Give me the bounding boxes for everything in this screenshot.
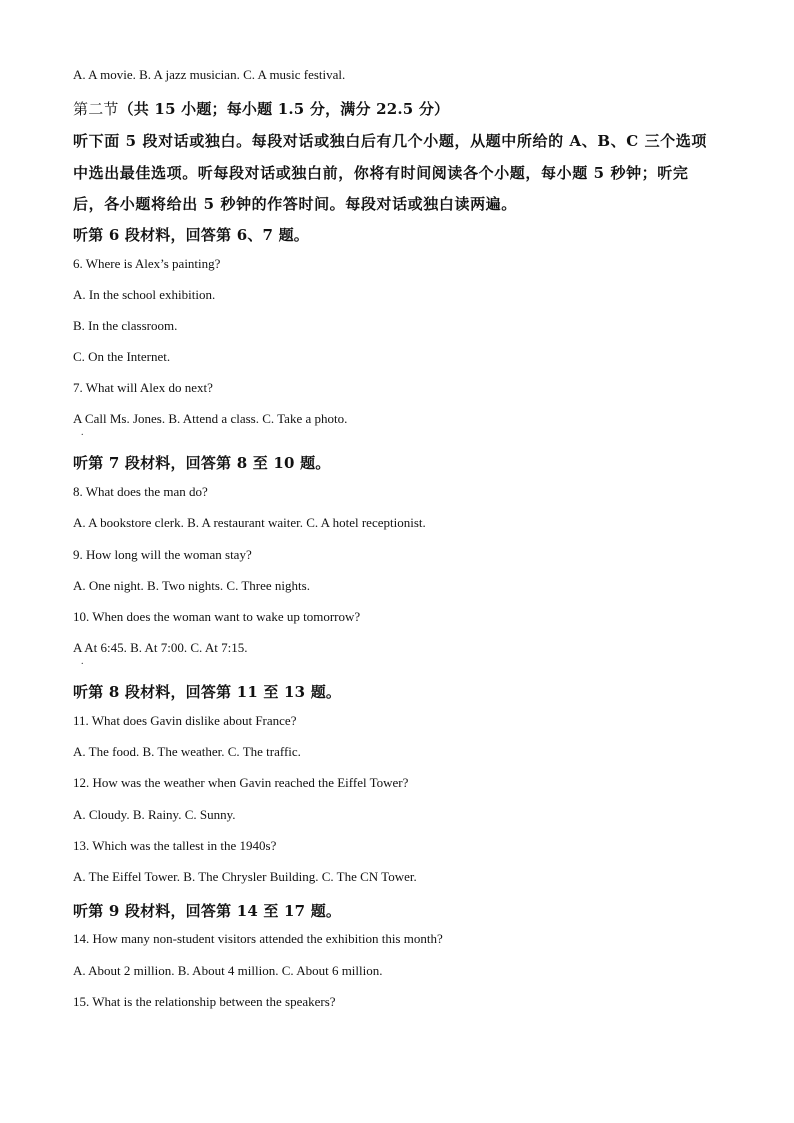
question-12: 12. How was the weather when Gavin reached the Eiffel Tower?	[73, 775, 409, 790]
material-8-header: 听第 8 段材料，回答第 11 至 13 题。	[73, 683, 342, 701]
section-2-title-lead: 第二节	[73, 100, 119, 118]
question-6: 6. Where is Alex’s painting?	[73, 256, 221, 271]
question-6-option-c: C. On the Internet.	[73, 349, 171, 364]
section-2-instructions-line-3: 后，各小题将给出 5 秒钟的作答时间。每段对话或独白读两遍。	[73, 195, 517, 213]
material-6-header: 听第 6 段材料，回答第 6、7 题。	[73, 226, 310, 244]
section-2-instructions-line-2: 中选出最佳选项。听每段对话或独白前，你将有时间阅读各个小题，每小题 5 秒钟；听完	[73, 164, 689, 182]
option-dot-mark: .	[81, 656, 84, 667]
question-6-option-a: A. In the school exhibition.	[73, 287, 216, 302]
question-10: 10. When does the woman want to wake up tomorrow?	[73, 609, 361, 624]
section-2-title-rest: （共 15 小题；每小题 1.5 分，满分 22.5 分）	[118, 100, 450, 118]
question-8-options: A. A bookstore clerk. B. A restaurant waiter. C. A hotel receptionist.	[73, 515, 426, 530]
question-6-option-b: B. In the classroom.	[73, 318, 178, 333]
question-15: 15. What is the relationship between the speakers?	[73, 994, 336, 1009]
material-7-header: 听第 7 段材料，回答第 8 至 10 题。	[73, 454, 331, 472]
question-7-options: A Call Ms. Jones. B. Attend a class. C. Take a photo.	[73, 411, 348, 426]
question-11-options: A. The food. B. The weather. C. The traffic.	[73, 744, 301, 759]
question-9-options: A. One night. B. Two nights. C. Three nights.	[73, 578, 310, 593]
question-13-options: A. The Eiffel Tower. B. The Chrysler Building. C. The CN Tower.	[73, 869, 417, 884]
option-dot-mark: .	[81, 427, 84, 438]
section-2-title	[73, 98, 449, 119]
question-11: 11. What does Gavin dislike about France?	[73, 713, 297, 728]
question-14-options: A. About 2 million. B. About 4 million. C. About 6 million.	[73, 963, 383, 978]
section-2-instructions-line-1: 听下面 5 段对话或独白。每段对话或独白后有几个小题，从题中所给的 A、B、C 三个选项	[73, 132, 707, 150]
question-9: 9. How long will the woman stay?	[73, 547, 252, 562]
question-12-options: A. Cloudy. B. Rainy. C. Sunny.	[73, 807, 236, 822]
question-8: 8. What does the man do?	[73, 484, 208, 499]
question-7: 7. What will Alex do next?	[73, 380, 213, 395]
question-14: 14. How many non-student visitors attended the exhibition this month?	[73, 931, 443, 946]
question-5-options: A. A movie. B. A jazz musician. C. A music festival.	[73, 67, 346, 82]
question-13: 13. Which was the tallest in the 1940s?	[73, 838, 277, 853]
material-9-header: 听第 9 段材料，回答第 14 至 17 题。	[73, 902, 342, 920]
question-10-options: A At 6:45. B. At 7:00. C. At 7:15.	[73, 640, 248, 655]
